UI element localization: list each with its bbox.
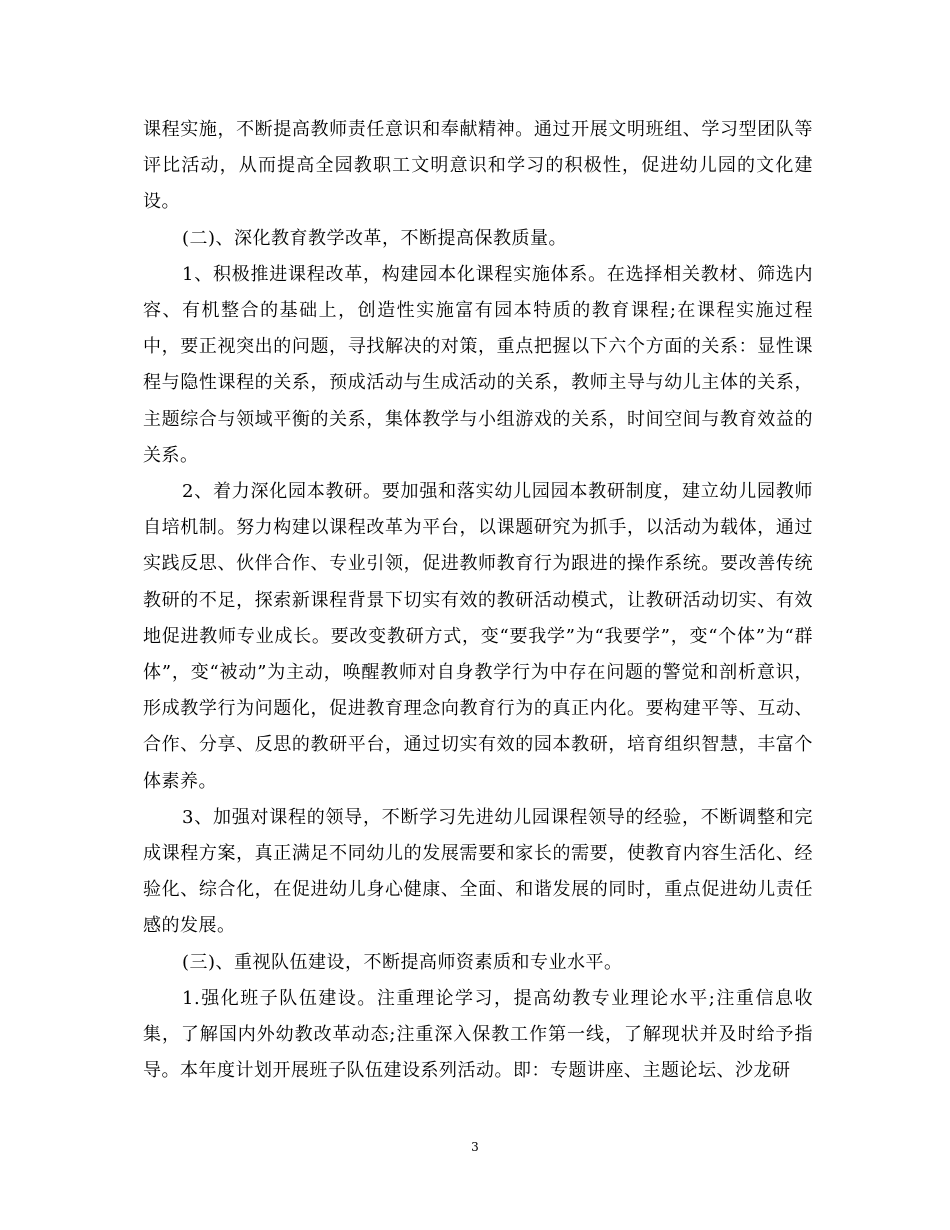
document-body <box>143 112 813 1089</box>
paragraph-curriculum-reform: 1、积极推进课程改革，构建园本化课程实施体系。在选择相关教材、筛选内容、有机整合的基础上，创造性实施富有园本特质的教育课程;在课程实施过程中，要正视突出的问题，寻找解决的对策，重点把握以下六个方面的关系：显性课程与隐性课程的关系，预成活动与生成活动的关系，教师主导与幼儿主体的关系，主题综合与领域平衡的关系，集体教学与小组游戏的关系，时间空间与教育效益的关系。 <box>143 263 813 466</box>
section-heading-3: (三)、重视队伍建设，不断提高师资素质和专业水平。 <box>182 951 623 973</box>
section-heading-2: (二)、深化教育教学改革，不断提高保教质量。 <box>182 227 568 249</box>
page-number: 3 <box>471 1140 479 1154</box>
paragraph-curriculum-leadership: 3、加强对课程的领导，不断学习先进幼儿园课程领导的经验，不断调整和完成课程方案，真正满足不同幼儿的发展需要和家长的需要，使教育内容生活化、经验化、综合化，在促进幼儿身心健康、全面、和谐发展的同时，重点促进幼儿责任感的发展。 <box>143 806 813 937</box>
paragraph-leadership-team: 1.强化班子队伍建设。注重理论学习，提高幼教专业理论水平;注重信息收集，了解国内外幼教改革动态;注重深入保教工作第一线，了解现状并及时给予指导。本年度计划开展班子队伍建设系列活动。即：专题讲座、主题论坛、沙龙研 <box>143 987 813 1082</box>
paragraph-school-research: 2、着力深化园本教研。要加强和落实幼儿园园本教研制度，建立幼儿园教师自培机制。努力构建以课程改革为平台，以课题研究为抓手，以活动为载体，通过实践反思、伙伴合作、专业引领，促进教师教育行为跟进的操作系统。要改善传统教研的不足，探索新课程背景下切实有效的教研活动模式，让教研活动切实、有效地促进教师专业成长。要改变教研方式，变“要我学”为“我要学”，变“个体”为“群体”，变“被动”为主动，唤醒教师对自身教学行为中存在问题的警觉和剖析意识，形成教学行为问题化，促进教育理念向教育行为的真正内化。要构建平等、互动、合作、分享、反思的教研平台，通过切实有效的园本教研，培育组织智慧，丰富个体素养。 <box>143 481 813 792</box>
paragraph-continuation: 课程实施，不断提高教师责任意识和奉献精神。通过开展文明班组、学习型团队等评比活动，从而提高全园教职工文明意识和学习的积极性，促进幼儿园的文化建设。 <box>143 119 813 213</box>
